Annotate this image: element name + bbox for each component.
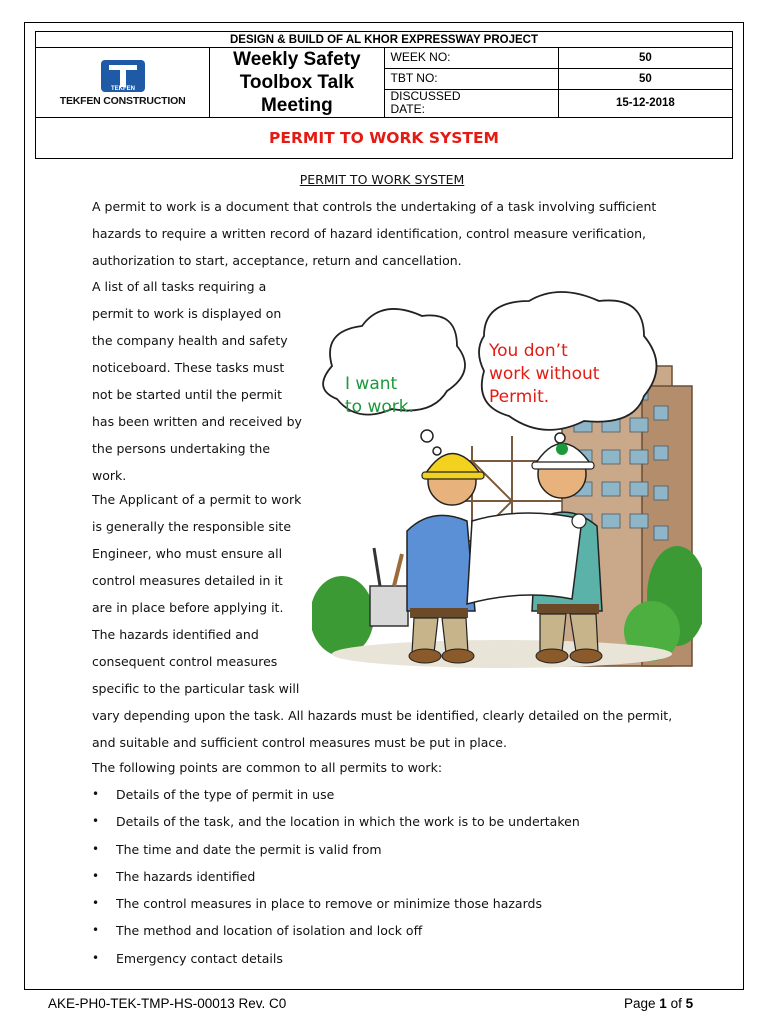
header-table	[35, 31, 733, 159]
narrow-line: are in place before applying it.	[92, 600, 284, 615]
bullet-dot: •	[92, 869, 100, 883]
page-number	[624, 996, 693, 1011]
bullet-text: Details of the task, and the location in which the work is to be undertaken	[116, 814, 580, 829]
page-word: Page	[624, 996, 656, 1011]
meeting-title	[210, 48, 384, 118]
tekfen-logo-icon	[100, 59, 146, 93]
bullet-item	[92, 951, 672, 969]
bubble-left-line2: to work.	[345, 397, 415, 417]
bullet-item	[92, 814, 672, 832]
discussed-label-line1: DISCUSSED	[390, 89, 461, 104]
week-no-label: WEEK NO:	[384, 48, 558, 69]
bullet-dot: •	[92, 814, 100, 828]
bullet-text: The control measures in place to remove or minimize those hazards	[116, 896, 542, 911]
bullet-dot: •	[92, 923, 100, 937]
discussed-date-value: 15-12-2018	[558, 89, 732, 117]
narrow-line: The hazards identified and	[92, 627, 259, 642]
topic-title: PERMIT TO WORK SYSTEM	[36, 118, 733, 159]
intro-line: A permit to work is a document that controls the undertaking of a task involving sufficient	[92, 199, 657, 214]
section-subheading: PERMIT TO WORK SYSTEM	[299, 172, 465, 187]
bubble-right-line1: You don’t	[489, 341, 568, 361]
company-logo	[36, 48, 210, 118]
bullet-item	[92, 896, 672, 914]
bullet-text: Details of the type of permit in use	[116, 787, 335, 802]
bullet-dot: •	[92, 787, 100, 801]
meeting-title-line1: Weekly Safety Toolbox Talk	[233, 49, 361, 93]
logo-wordmark: TEKFEN	[110, 85, 135, 92]
narrow-line: work.	[92, 468, 127, 483]
narrow-line: specific to the particular task will	[92, 681, 300, 696]
project-title: DESIGN & BUILD OF AL KHOR EXPRESSWAY PROJECT	[36, 32, 733, 48]
blueprint-icon	[467, 513, 586, 604]
bullet-dot: •	[92, 951, 100, 965]
intro-line: authorization to start, acceptance, return and cancellation.	[92, 253, 462, 268]
page-of: of	[670, 996, 682, 1011]
narrow-line: consequent control measures	[92, 654, 278, 669]
bullet-text: Emergency contact details	[116, 951, 283, 966]
bullet-dot: •	[92, 842, 100, 856]
intro-line: hazards to require a written record of hazard identification, control measure verification,	[92, 226, 646, 241]
bubble-right-line3: Permit.	[489, 387, 550, 407]
bullet-item	[92, 923, 672, 941]
narrow-line: not be started until the permit	[92, 387, 283, 402]
wide-line: and suitable and sufficient control measures must be put in place.	[92, 735, 507, 750]
narrow-line: permit to work is displayed on	[92, 306, 282, 321]
narrow-line: the company health and safety	[92, 333, 288, 348]
wide-line: vary depending upon the task. All hazards must be identified, clearly detailed on the permit,	[92, 708, 673, 723]
discussed-label-line2: DATE:	[390, 102, 425, 117]
meeting-title-line2: Meeting	[260, 95, 333, 116]
narrow-line: Engineer, who must ensure all	[92, 546, 283, 561]
bubble-right-line2: work without	[489, 364, 600, 384]
bullet-text: The hazards identified	[116, 869, 256, 884]
tbt-no-value: 50	[558, 68, 732, 89]
narrow-line: has been written and received by	[92, 414, 302, 429]
toolbox-icon	[370, 548, 408, 626]
bullet-dot: •	[92, 896, 100, 910]
bullet-text: The time and date the permit is valid from	[116, 842, 382, 857]
week-no-value: 50	[558, 48, 732, 69]
permit-cartoon-illustration	[312, 286, 702, 676]
company-name: TEKFEN CONSTRUCTION	[59, 94, 186, 107]
document-reference: AKE-PH0-TEK-TMP-HS-00013 Rev. C0	[48, 996, 287, 1011]
narrow-line: noticeboard. These tasks must	[92, 360, 285, 375]
bullet-text: The method and location of isolation and lock off	[116, 923, 423, 938]
page-total: 5	[685, 996, 694, 1011]
discussed-date-label	[384, 89, 558, 117]
bullet-item	[92, 787, 672, 805]
tbt-no-label: TBT NO:	[384, 68, 558, 89]
narrow-line: control measures detailed in it	[92, 573, 283, 588]
narrow-line: A list of all tasks requiring a	[92, 279, 267, 294]
bullet-item	[92, 842, 672, 860]
narrow-line: is generally the responsible site	[92, 519, 292, 534]
bullet-item	[92, 869, 672, 887]
speech-bubble-left	[323, 309, 465, 455]
page-current: 1	[659, 996, 667, 1011]
wide-line: The following points are common to all permits to work:	[92, 760, 443, 775]
narrow-line: the persons undertaking the	[92, 441, 271, 456]
bubble-left-line1: I want	[345, 374, 398, 394]
narrow-line: The Applicant of a permit to work	[92, 492, 302, 507]
